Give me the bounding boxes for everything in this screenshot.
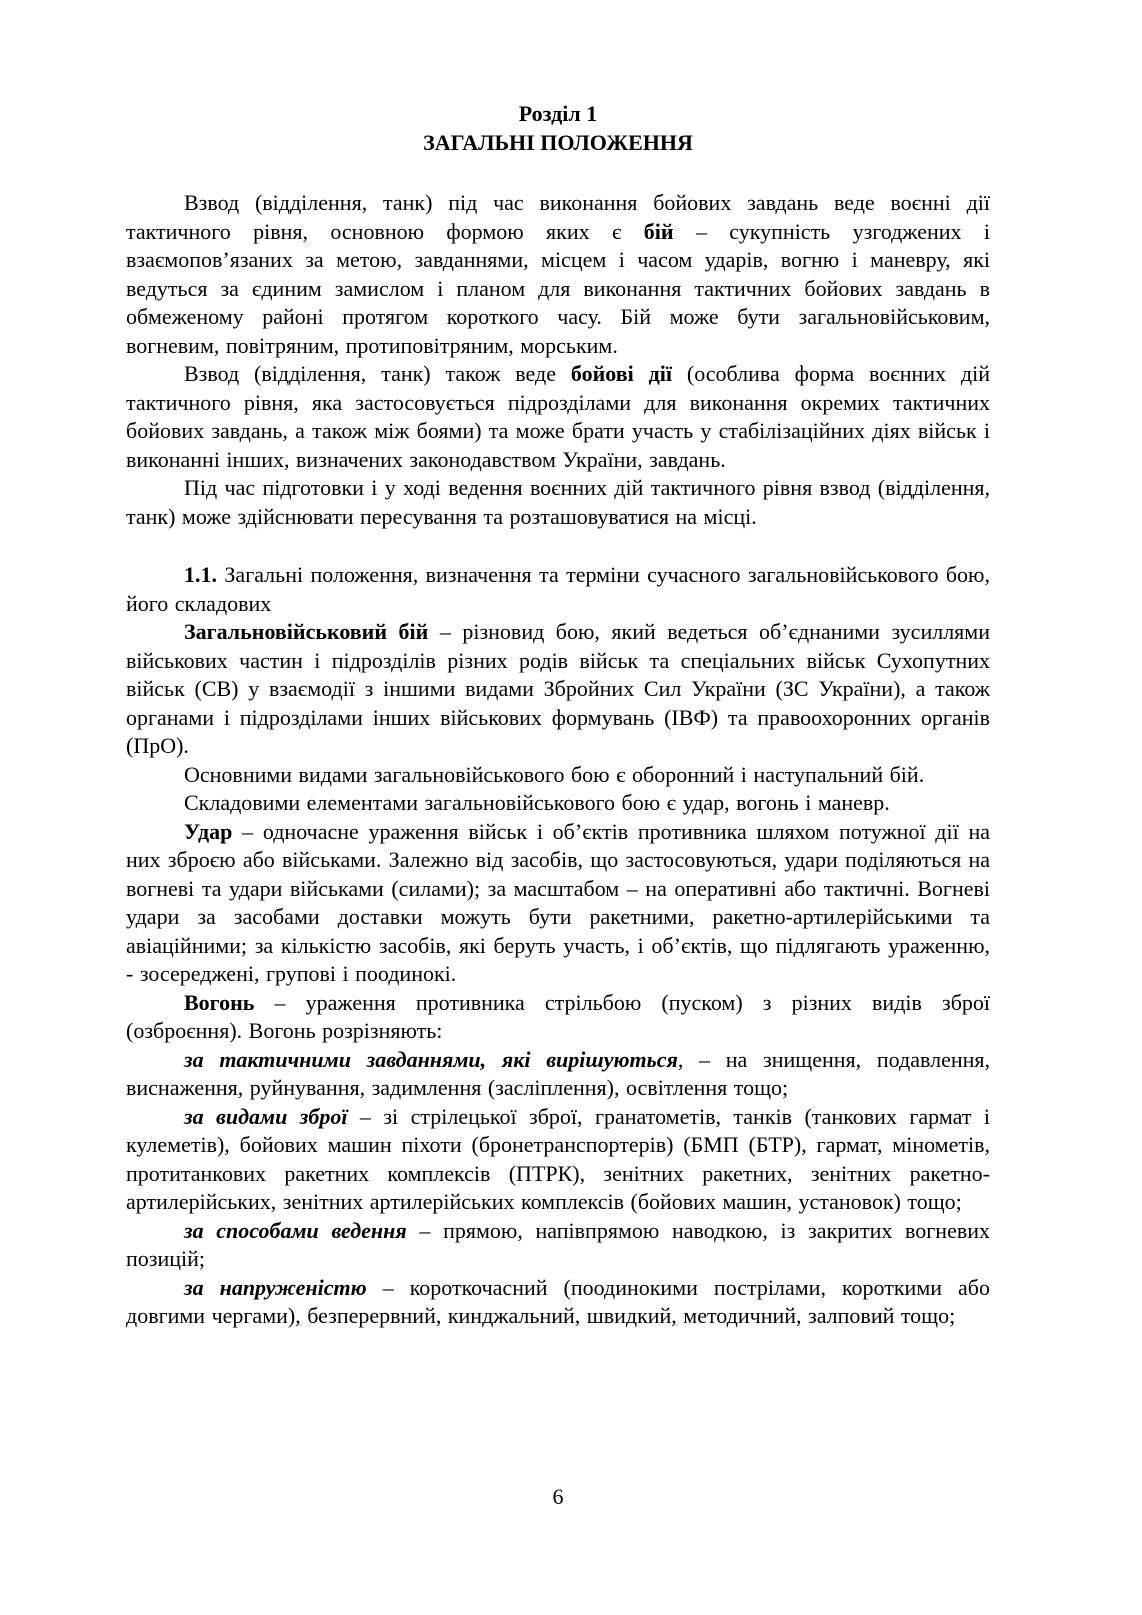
paragraph: [126, 189, 990, 360]
paragraph: [126, 761, 990, 790]
text-segment: – короткочасний (поодинокими пострілами, короткими або довгими чергами), безперервний, кинджальний, швидкий, методичний, залповий тощо;: [126, 1274, 990, 1328]
text-segment: за напруженістю: [184, 1274, 367, 1300]
paragraph: [126, 1103, 990, 1217]
paragraph: [126, 1217, 990, 1274]
paragraph: [126, 789, 990, 818]
text-segment: – різновид бою, який ведеться об’єднаними зусиллями військових частин і підрозділів різних родів військ та спеціальних військ Сухопутних військ (СВ) у взаємодії з іншими видами Збройних Сил України (ЗС України), а також органами і підрозділами інших військових формувань (ІВФ) та правоохоронних органів (ПрО).: [126, 619, 990, 758]
text-segment: Складовими елементами загальновійськового бою є удар, вогонь і маневр.: [184, 790, 890, 815]
paragraph: [126, 474, 990, 531]
text-segment: за видами зброї: [184, 1103, 348, 1129]
paragraph: [126, 618, 990, 761]
text-segment: , – на знищення, подавлення, виснаження, руйнування, задимлення (засліплення), освітлення тощо;: [126, 1046, 990, 1100]
paragraph: [126, 989, 990, 1046]
text-segment: Вогонь: [184, 989, 255, 1015]
text-segment: бойові дії: [570, 361, 672, 386]
text-segment: (особлива форма воєнних дій тактичного рівня, яка застосовується підрозділами для виконання окремих тактичних бойових завдань, а також між боями) та може брати участь у стабілізаційних діях військ і виконанні інших, визначених законодавством України, завдань.: [126, 361, 991, 472]
chapter-number: Розділ 1: [518, 101, 598, 126]
text-segment: Взвод (відділення, танк) також веде: [184, 361, 571, 386]
text-segment: – прямою, напівпрямою наводкою, із закритих вогневих позицій;: [126, 1217, 990, 1271]
chapter-heading: [126, 100, 990, 157]
paragraph: [126, 360, 990, 474]
paragraph: [126, 818, 990, 989]
body-text: [126, 189, 990, 1331]
text-segment: Загальні положення, визначення та терміни сучасного загальновійськового бою, його складових: [126, 562, 990, 616]
page-number: 6: [552, 1484, 564, 1509]
text-segment: – ураження противника стрільбою (пуском) з різних видів зброї (озброєння). Вогонь розрізняють:: [126, 989, 990, 1043]
text-segment: 1.1.: [184, 562, 217, 587]
text-segment: – зі стрілецької зброї, гранатометів, танків (танкових гармат і кулеметів), бойових машин піхоти (бронетранспортерів) (БМП (БТР), гармат, мінометів, протитанкових ракетних комплексів (ПТРК), зенітних ракетних, зенітних ракетно-артилерійських, зенітних артилерійських комплексів (бойових машин, установок) тощо;: [126, 1103, 990, 1214]
text-segment: за тактичними завданнями, які вирішуються: [184, 1046, 678, 1072]
chapter-title: ЗАГАЛЬНІ ПОЛОЖЕННЯ: [423, 129, 693, 155]
text-segment: Основними видами загальновійськового бою є оборонний і наступальний бій.: [184, 761, 925, 787]
text-segment: Під час підготовки і у ході ведення воєнних дій тактичного рівня взвод (відділення, танк) може здійснювати пересування та розташовуватися на місці.: [126, 475, 990, 529]
text-segment: Удар: [184, 818, 233, 844]
text-segment: за способами ведення: [184, 1217, 407, 1243]
paragraph: [126, 561, 990, 618]
paragraph: [126, 1274, 990, 1331]
text-segment: – одночасне ураження військ і об’єктів противника шляхом потужної дії на них зброєю або військами. Залежно від засобів, що застосовуються, удари поділяються на вогневі та удари військами (силами); за масштабом – на оперативні або тактичні. Вогневі удари за засобами доставки можуть бути ракетними, ракетно-артилерійськими та авіаційними; за кількістю засобів, які беруть участь, і об’єктів, що підлягають ураженню, - зосереджені, групові і поодинокі.: [126, 818, 990, 986]
text-segment: – сукупність узгоджених і взаємопов’язаних за метою, завданнями, місцем і часом ударів, вогню і маневру, які ведуться за єдиним замислом і планом для виконання тактичних бойових завдань в обмеженому районі протягом короткого часу. Бій може бути загальновійськовим, вогневим, повітряним, протиповітряним, морським.: [126, 218, 990, 358]
paragraph: [126, 1046, 990, 1103]
text-segment: Загальновійськовий бій: [184, 619, 429, 644]
text-segment: бій: [643, 218, 674, 244]
page-content: [126, 100, 990, 1331]
text-segment: Взвод (відділення, танк) під час виконання бойових завдань веде воєнні дії тактичного рівня, основною формою яких є: [126, 190, 990, 244]
